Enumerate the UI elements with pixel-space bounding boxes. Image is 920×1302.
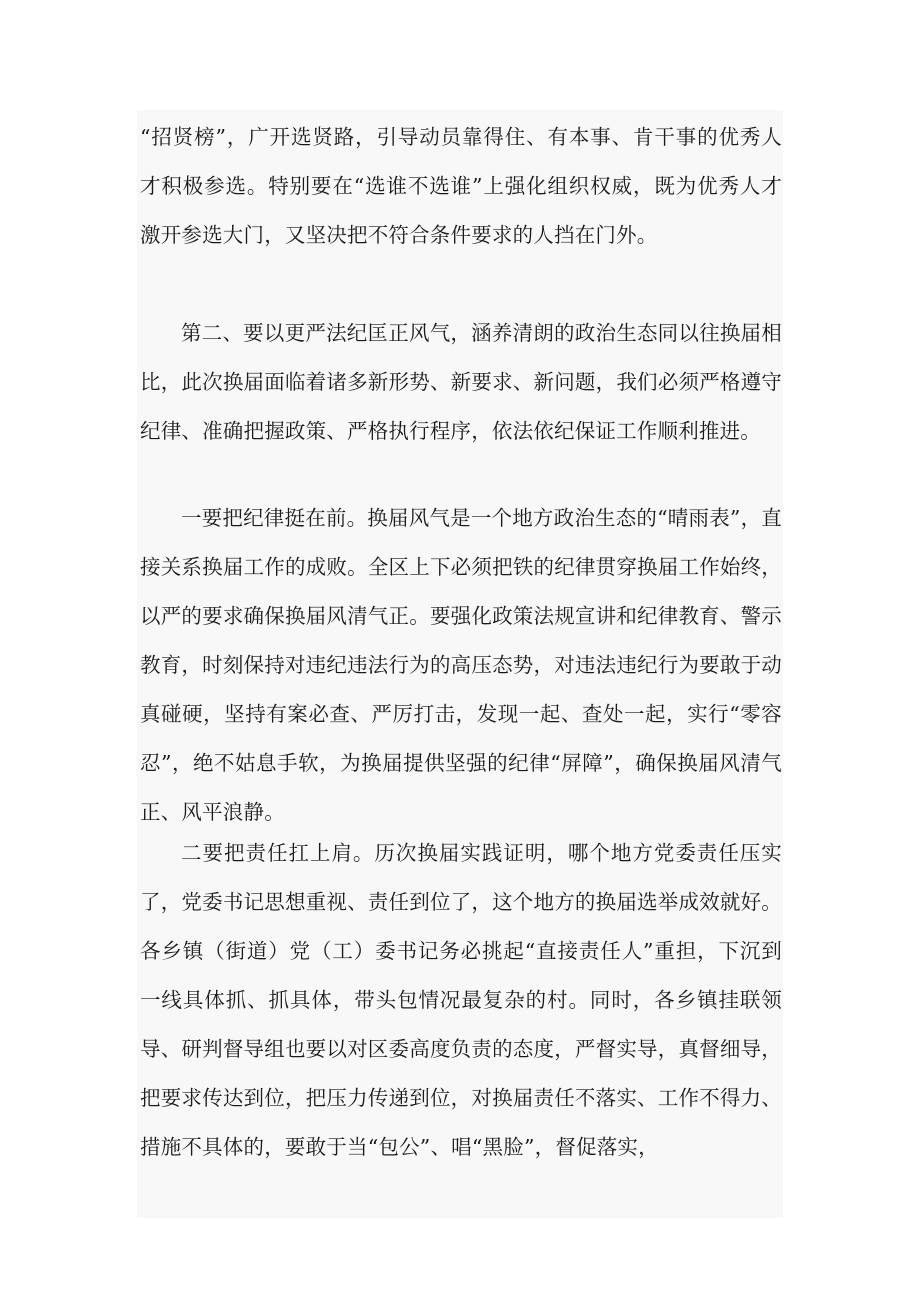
paragraph-section-two: 第二、要以更严法纪匡正风气，涵养清朗的政治生态同以往换届相比，此次换届面临着诸多新形势、新要求、新问题，我们必须严格遵守纪律、准确把握政策、严格执行程序，依法依纪保证工作顺利推进。 <box>140 321 782 443</box>
paragraph-responsibility: 二要把责任扛上肩。历次换届实践证明，哪个地方党委责任压实了，党委书记思想重视、责任到位了，这个地方的换届选举成效就好。各乡镇（街道）党（工）委书记务必挑起“直接责任人”重担，下沉到一线具体抓、抓具体，带头包情况最复杂的村。同时，各乡镇挂联领导、研判督导组也要以对区委高度负责的态度，严督实导，真督细导，把要求传达到位，把压力传递到位，对换届责任不落实、工作不得力、措施不具体的，要敢于当“包公”、唱“黑脸”，督促落实， <box>140 841 782 1159</box>
paragraph-continuation: “招贤榜”，广开选贤路，引导动员靠得住、有本事、肯干事的优秀人才积极参选。特别要在“选谁不选谁”上强化组织权威，既为优秀人才激开参选大门，又坚决把不符合条件要求的人挡在门外。 <box>140 125 782 247</box>
paragraph-discipline: 一要把纪律挺在前。换届风气是一个地方政治生态的“晴雨表”，直接关系换届工作的成败。全区上下必须把铁的纪律贯穿换届工作始终，以严的要求确保换届风清气正。要强化政策法规宣讲和纪律教育、警示教育，时刻保持对违纪违法行为的高压态势，对违法违纪行为要敢于动真碰硬，坚持有案必查、严厉打击，发现一起、查处一起，实行“零容忍”，绝不姑息手软，为换届提供坚强的纪律“屏障”，确保换届风清气正、风平浪静。 <box>140 506 782 824</box>
